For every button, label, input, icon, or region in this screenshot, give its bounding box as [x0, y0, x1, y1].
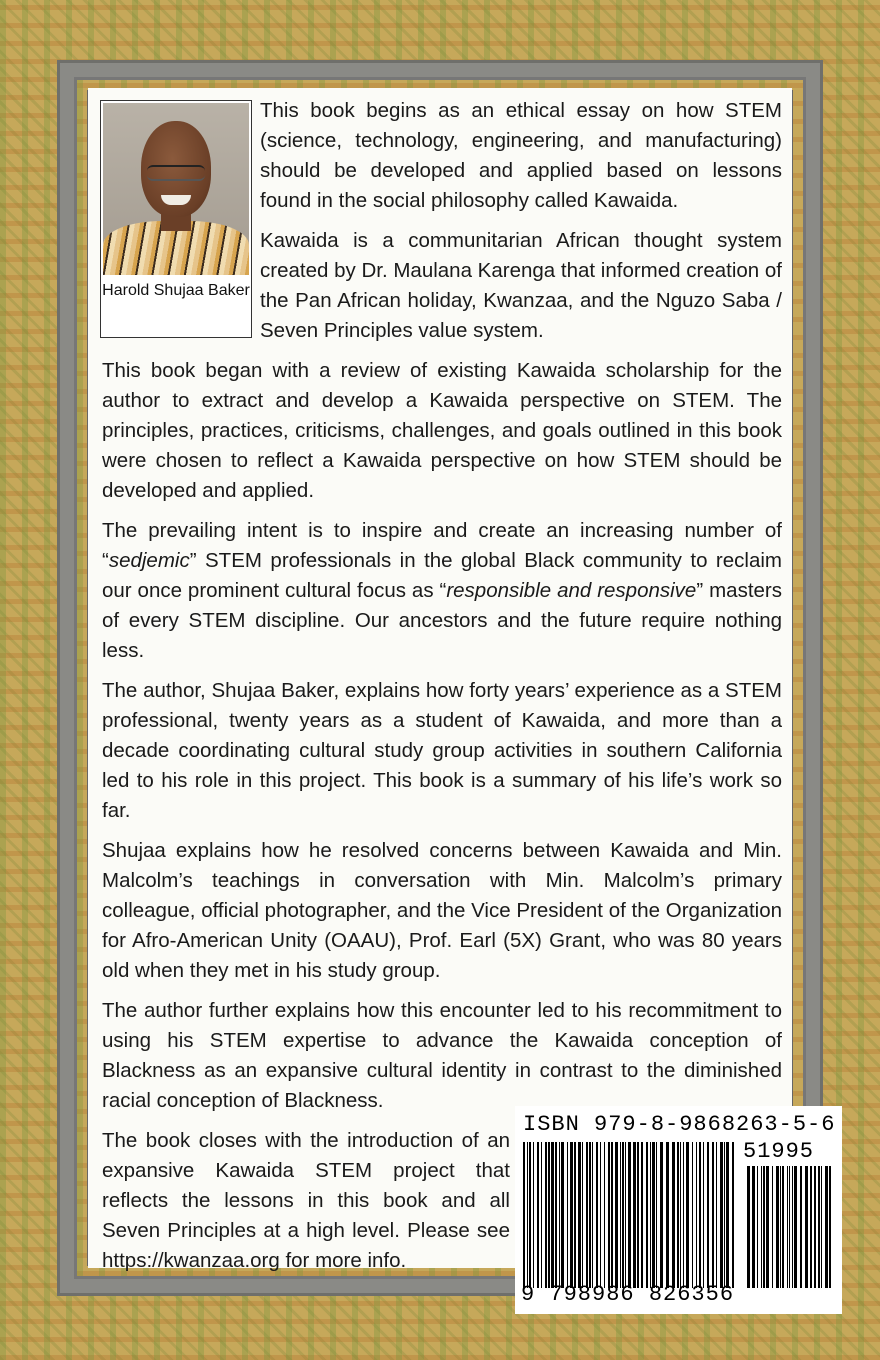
paragraph-7: The author further explains how this encounter led to his recommitment to using his STEM expertise to advance the Kawaida conception of Blackness as an expansive cultural identity in contrast to the diminished racial conception of Blackness. [102, 999, 782, 1112]
paragraph-8: The book closes with the introduction of an expansive Kawaida STEM project that reflects the lessons in this book and all Seven Principles at a high level. Please see https://kwanzaa.org for more info. [102, 1129, 510, 1272]
price-code: 51995 [743, 1139, 815, 1164]
paragraph-3: This book began with a review of existing Kawaida scholarship for the author to extract and develop a Kawaida perspective on STEM. The principles, practices, criticisms, challenges, and goals outlined in this book were chosen to reflect a Kawaida perspective on how STEM should be developed and applied. [102, 359, 782, 502]
isbn-barcode [515, 1106, 842, 1314]
price-barcode-bars [747, 1166, 831, 1288]
barcode-bars [523, 1142, 735, 1288]
author-photo-box [100, 100, 252, 338]
paragraph-5: The author, Shujaa Baker, explains how forty years’ experience as a STEM professional, twenty years as a student of Kawaida, and more than a decade coordinating cultural study group activities in southern California led to his role in this project. This book is a summary of his life’s work so far. [102, 679, 782, 822]
paragraph-2: Kawaida is a communitarian African thought system created by Dr. Maulana Karenga that informed creation of the Pan African holiday, Kwanzaa, and the Nguzo Saba / Seven Principles value system. [260, 229, 782, 342]
barcode-digits: 9 798986 826356 [521, 1282, 735, 1307]
term-responsible: responsible and responsive [446, 579, 697, 602]
paragraph-1: This book begins as an ethical essay on how STEM (science, technology, engineering, and manufacturing) should be developed and applied based on lessons found in the social philosophy called Kawaida. [260, 99, 782, 212]
photo-caption: Harold Shujaa Baker [102, 282, 250, 299]
term-sedjemic: sedjemic [108, 549, 190, 572]
paragraph-6: Shujaa explains how he resolved concerns between Kawaida and Min. Malcolm’s teachings in conversation with Min. Malcolm’s primary colleague, official photographer, and the Vice President of the Organization for Afro-American Unity (OAAU), Prof. Earl (5X) Grant, who was 80 years old when they met in his study group. [102, 839, 782, 982]
paragraph-intent: The prevailing intent is to inspire and create an increasing number of “sedjemic” STEM professionals in the global Black community to reclaim our once prominent cultural focus as “responsible and responsive” masters of every STEM discipline. Our ancestors and the future require nothing less. [102, 519, 782, 662]
glasses-icon [147, 165, 205, 181]
author-photo [103, 103, 249, 275]
isbn-label: ISBN 979-8-9868263-5-6 [523, 1112, 836, 1137]
